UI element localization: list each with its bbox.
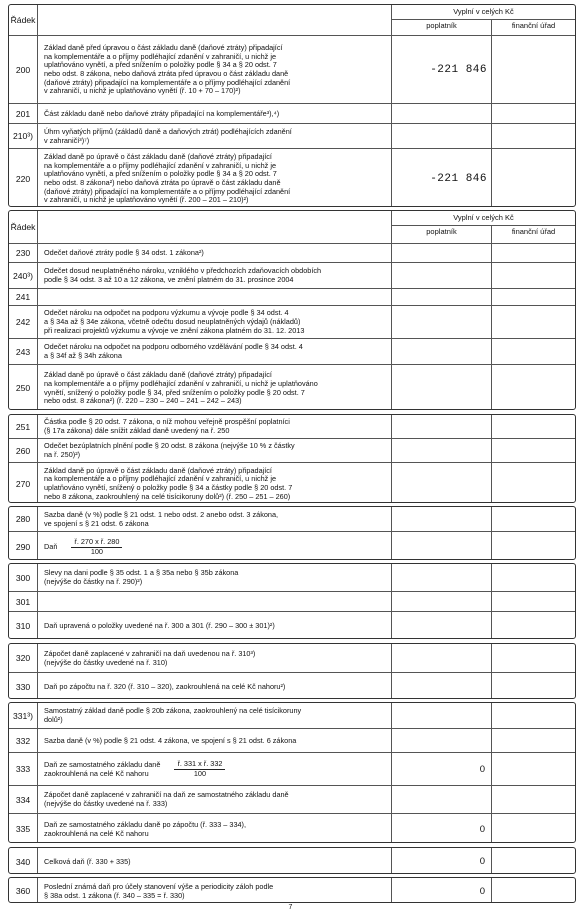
payer-amount-field[interactable]	[392, 415, 492, 438]
payer-amount-field[interactable]	[392, 703, 492, 728]
office-amount-field[interactable]	[492, 644, 575, 672]
office-amount-field[interactable]	[492, 339, 575, 364]
row-320	[9, 644, 575, 673]
description-line: na ř. 250)²)	[44, 450, 81, 459]
row-description	[38, 878, 392, 903]
description-line: a § 34f až § 34h zákona	[44, 351, 122, 360]
description-line: Samostatný základ daně podle § 20b zákona, zaokrouhlený na celé tisícikoruny	[44, 706, 302, 716]
fraction	[71, 538, 122, 556]
description-line: Poslední známá daň pro účely stanovení výše a periodicity záloh podle	[44, 881, 274, 891]
row-number: 220	[9, 149, 38, 207]
description-line: Daň ze samostatného základu daně po zápočtu (ř. 333 – 334),	[44, 819, 247, 829]
row-description	[38, 786, 392, 813]
payer-amount-field[interactable]	[392, 339, 492, 364]
description-line: na komplementáře a o příjmy podléhající zdanění v zahraničí, u nichž je	[44, 474, 277, 484]
payer-amount-field[interactable]	[392, 673, 492, 699]
row-description	[38, 306, 392, 338]
description-line: Celková daň (ř. 330 + 335)	[44, 856, 131, 866]
row-description	[38, 124, 392, 148]
description-line: v zahraničí, u nichž je uplatňováno vynětí (ř. 10 + 70 – 170)²)	[44, 86, 241, 96]
description-line: Zápočet daně zaplacené v zahraničí na daň uvedenou na ř. 310³)	[44, 648, 256, 658]
header-payer: poplatník	[392, 20, 492, 35]
row-description	[38, 244, 392, 262]
row-280	[9, 507, 575, 532]
row-number: 280	[9, 507, 38, 531]
row-331	[9, 703, 575, 729]
office-amount-field[interactable]	[492, 36, 575, 103]
row-240	[9, 263, 575, 289]
row-description	[38, 36, 392, 103]
office-amount-field[interactable]	[492, 439, 575, 462]
description-line: Zápočet daně zaplacené v zahraničí na daň ze samostatného základu daně	[44, 790, 289, 800]
formula-label	[44, 543, 57, 552]
row-243	[9, 339, 575, 365]
payer-amount-field[interactable]	[392, 463, 492, 503]
row-number: 250	[9, 365, 38, 410]
description-line: (daňové ztráty) připadající na komplementáře a o příjmy podléhající zdanění	[44, 77, 291, 87]
description-line: (daňové ztráty) připadající na komplementáře a o příjmy podléhající zdanění	[44, 186, 291, 196]
row-number: 241	[9, 289, 38, 305]
formula	[44, 538, 387, 556]
section-adjusted-base	[8, 210, 576, 410]
payer-amount-field[interactable]	[392, 729, 492, 752]
fraction-numerator: ř. 331 x ř. 332	[174, 760, 225, 770]
office-amount-field[interactable]	[492, 244, 575, 262]
row-number: 334	[9, 786, 38, 813]
description-line: Základ daně po úpravě o část základu daně (daňové ztráty) připadající	[44, 465, 272, 475]
payer-amount-field[interactable]	[392, 564, 492, 591]
formula-label-text: Daň	[44, 541, 58, 551]
office-amount-field[interactable]	[492, 463, 575, 503]
row-description	[38, 532, 392, 560]
row-242	[9, 306, 575, 339]
row-number: 331³)	[9, 703, 38, 728]
row-description	[38, 612, 392, 639]
row-description	[38, 729, 392, 752]
office-amount-field[interactable]	[492, 365, 575, 410]
row-number: 243	[9, 339, 38, 364]
office-amount-field[interactable]	[492, 878, 575, 903]
office-amount-field[interactable]	[492, 729, 575, 752]
row-description	[38, 814, 392, 843]
header-radek: Řádek	[9, 5, 38, 35]
section-last-known-tax	[8, 877, 576, 903]
row-330	[9, 673, 575, 699]
row-210	[9, 124, 575, 149]
row-description	[38, 415, 392, 438]
row-description	[38, 673, 392, 699]
row-number: 320	[9, 644, 38, 672]
description-line: § 38a odst. 1 zákona (ř. 340 – 335 = ř. 330)	[44, 890, 185, 900]
description-line: podle § 34 odst. 3 až 10 a 12 zákona, ve znění platném do 31. prosince 2004	[44, 275, 294, 284]
payer-amount-field[interactable]	[392, 439, 492, 462]
description-line: nebo odst. 8 zákona²) nebo daňová ztráta po úpravě o část základu daně	[44, 178, 281, 187]
row-number: 301	[9, 592, 38, 611]
description-line: na komplementáře a o příjmy podléhající zdanění v zahraničí, u nichž je	[44, 51, 277, 61]
payer-amount-field[interactable]: 0	[392, 753, 492, 785]
office-amount-field[interactable]	[492, 415, 575, 438]
office-amount-field[interactable]	[492, 532, 575, 560]
description-line: a § 34a až § 34e zákona, včetně odečtu dosud neuplatněných výdajů (nákladů)	[44, 317, 301, 327]
page-number: 7	[288, 904, 293, 911]
row-number: 230	[9, 244, 38, 262]
fraction-numerator: ř. 270 x ř. 280	[71, 538, 122, 548]
description-line: Odečet nároku na odpočet na podporu odborného vzdělávání podle § 34 odst. 4	[44, 342, 303, 352]
row-description	[38, 564, 392, 591]
office-amount-field[interactable]	[492, 703, 575, 728]
row-201	[9, 104, 575, 124]
description-line: uplatňováno vynětí, a před snížením o položky podle § 34 a § 20 odst. 7	[44, 169, 277, 179]
header-radek: Řádek	[9, 211, 38, 243]
description-line: Část základu daně nebo daňové ztráty připadající na komplementáře³),⁴)	[44, 108, 280, 118]
row-number: 332	[9, 729, 38, 752]
office-amount-field[interactable]	[492, 786, 575, 813]
header-group: Vyplní v celých Kč	[392, 5, 575, 20]
table-header-2	[9, 211, 575, 244]
table-header	[9, 5, 575, 36]
formula	[44, 760, 387, 778]
description-line: v zahraničí, u nichž je uplatňováno vynětí (ř. 200 – 201 – 210)²)	[44, 195, 249, 205]
row-number: 200	[9, 36, 38, 103]
description-line: Slevy na dani podle § 35 odst. 1 a § 35a nebo § 35b zákona	[44, 568, 239, 578]
payer-amount-field[interactable]: 0	[392, 878, 492, 903]
row-number: 335	[9, 814, 38, 843]
description-line: vynětí, snížený o položky podle § 34, před snížením o položky podle § 20 odst. 7	[44, 387, 305, 397]
row-number: 201	[9, 104, 38, 123]
description-line: nebo 8 zákona, zaokrouhlený na celé tisícikoruny dolů²) (ř. 250 – 251 – 260)	[44, 491, 291, 501]
payer-amount-field[interactable]	[392, 612, 492, 639]
row-260	[9, 439, 575, 463]
header-office: finanční úřad	[511, 21, 556, 30]
header-group: Vyplní v celých Kč	[392, 211, 575, 226]
payer-amount-field[interactable]: -221 846	[392, 36, 492, 103]
payer-amount-field[interactable]	[392, 289, 492, 305]
section-rate	[8, 506, 576, 560]
description-line: Základ daně po úpravě o část základu daně (daňové ztráty) připadající	[44, 370, 272, 380]
section-credit	[8, 643, 576, 699]
row-number: 251	[9, 415, 38, 438]
row-number: 270	[9, 463, 38, 503]
section-deductions	[8, 414, 576, 503]
row-number: 333	[9, 753, 38, 785]
row-332	[9, 729, 575, 753]
office-amount-field[interactable]	[492, 124, 575, 148]
office-amount-field[interactable]	[492, 753, 575, 785]
row-number: 242	[9, 306, 38, 338]
row-number: 300	[9, 564, 38, 591]
row-360	[9, 878, 575, 903]
fraction	[174, 760, 225, 778]
row-number: 290	[9, 532, 38, 560]
description-line: Odečet bezúplatních plnění podle § 20 odst. 8 zákona (nejvýše 10 % z částky	[44, 441, 295, 451]
payer-amount-field[interactable]	[392, 644, 492, 672]
description-line: (§ 17a zákona) dále snížit základ daně uvedený na ř. 250	[44, 426, 230, 435]
payer-amount-field[interactable]	[392, 365, 492, 410]
formula-label-line: Daň ze samostatného základu daně	[44, 759, 161, 769]
row-description	[38, 848, 392, 874]
payer-amount-field[interactable]	[392, 592, 492, 611]
row-335	[9, 814, 575, 843]
row-300	[9, 564, 575, 592]
row-description	[38, 263, 392, 288]
office-amount-field[interactable]	[492, 104, 575, 123]
description-line: uplatňováno vynětí, snížený o položky podle § 34 a částky podle § 20 odst. 7	[44, 483, 293, 492]
office-amount-field[interactable]	[492, 507, 575, 531]
description-line: Odečet dosud neuplatněného nároku, vzniklého v předchozích zdaňovacích obdobích	[44, 266, 322, 276]
payer-amount-field[interactable]	[392, 507, 492, 531]
office-amount-field[interactable]	[492, 263, 575, 288]
office-amount-field[interactable]	[492, 612, 575, 639]
formula-label	[44, 761, 160, 778]
row-251	[9, 415, 575, 439]
row-241	[9, 289, 575, 306]
row-description	[38, 104, 392, 123]
row-230	[9, 244, 575, 263]
row-301	[9, 592, 575, 612]
description-line: na komplementáře a o příjmy podléhající zdanění v zahraničí, u nichž je	[44, 160, 277, 170]
row-200	[9, 36, 575, 104]
row-description	[38, 149, 392, 207]
section-total-tax	[8, 847, 576, 874]
row-310	[9, 612, 575, 639]
description-line: v zahraničí³)⁷)	[44, 135, 90, 145]
office-amount-field[interactable]	[492, 848, 575, 874]
row-number: 240³)	[9, 263, 38, 288]
section-reliefs	[8, 563, 576, 639]
description-line: Odečet nároku na odpočet na podporu výzkumu a vývoje podle § 34 odst. 4	[44, 308, 289, 318]
row-description	[38, 289, 392, 305]
description-line: Daň po zápočtu na ř. 320 (ř. 310 – 320), zaokrouhlená na celé Kč nahoru²)	[44, 681, 286, 691]
description-line: dolů²)	[44, 715, 63, 724]
row-334	[9, 786, 575, 814]
description-line: (nejvýše do částky na ř. 290)²)	[44, 577, 143, 586]
description-line: uplatňováno vynětí, a před snížením o položky podle § 34 a § 20 odst. 7	[44, 60, 277, 70]
description-line: nebo odst. 8 zákona²) (ř. 220 – 230 – 240 – 241 – 242 – 243)	[44, 396, 242, 406]
row-description	[38, 365, 392, 410]
row-number: 310	[9, 612, 38, 639]
payer-amount-field[interactable]	[392, 786, 492, 813]
description-line: (nejvýše do částky uvedené na ř. 310)	[44, 657, 168, 667]
row-270	[9, 463, 575, 503]
description-line: Základ daně po úpravě o část základu daně (daňové ztráty) připadající	[44, 151, 272, 161]
section-base-tax	[8, 4, 576, 207]
description-line: Sazba daně (v %) podle § 21 odst. 4 zákona, ve spojení s § 21 odst. 6 zákona	[44, 735, 297, 745]
row-description	[38, 644, 392, 672]
payer-amount-field[interactable]	[392, 104, 492, 123]
office-amount-field[interactable]	[492, 814, 575, 843]
fraction-denominator: 100	[193, 769, 207, 778]
row-340	[9, 848, 575, 874]
header-payer: poplatník	[392, 226, 492, 243]
description-line: Odečet daňové ztráty podle § 34 odst. 1 zákona²)	[44, 248, 204, 258]
payer-amount-field[interactable]	[392, 244, 492, 262]
header-office: finanční úřad	[511, 227, 556, 236]
office-amount-field[interactable]	[492, 289, 575, 305]
payer-amount-field[interactable]: 0	[392, 848, 492, 874]
description-line: Základ daně před úpravou o část základu daně (daňové ztráty) připadající	[44, 42, 283, 52]
row-description	[38, 753, 392, 785]
description-line: při realizaci projektů výzkumu a vývoje ve znění zákona platném do 31. 12. 2013	[44, 325, 305, 335]
office-amount-field[interactable]	[492, 592, 575, 611]
description-line: zaokrouhlená na celé Kč nahoru	[44, 828, 149, 838]
office-amount-field[interactable]	[492, 149, 575, 207]
row-description	[38, 507, 392, 531]
row-number: 340	[9, 848, 38, 874]
payer-amount-field[interactable]: 0	[392, 814, 492, 843]
row-220	[9, 149, 575, 207]
description-line: (nejvýše do částky uvedené na ř. 333)	[44, 799, 168, 808]
row-number: 330	[9, 673, 38, 699]
description-line: ve spojení s § 21 odst. 6 zákona	[44, 518, 149, 528]
payer-amount-field[interactable]	[392, 306, 492, 338]
description-line: Sazba daně (v %) podle § 21 odst. 1 nebo odst. 2 anebo odst. 3 zákona,	[44, 509, 279, 519]
row-number: 260	[9, 439, 38, 462]
office-amount-field[interactable]	[492, 306, 575, 338]
fraction-denominator: 100	[90, 546, 103, 556]
row-description	[38, 703, 392, 728]
row-290	[9, 532, 575, 560]
row-description	[38, 439, 392, 462]
payer-amount-field[interactable]	[392, 263, 492, 288]
row-description	[38, 463, 392, 503]
formula-label-line: zaokrouhlená na celé Kč nahoru	[44, 768, 149, 778]
row-333	[9, 753, 575, 786]
row-description	[38, 592, 392, 611]
row-250	[9, 365, 575, 410]
office-amount-field[interactable]	[492, 564, 575, 591]
description-line: nebo odst. 8 zákona, nebo daňová ztráta před úpravou o část základu daně	[44, 69, 289, 78]
office-amount-field[interactable]	[492, 673, 575, 699]
payer-amount-field[interactable]	[392, 124, 492, 148]
section-separate-base	[8, 702, 576, 843]
description-line: na komplementáře a o příjmy podléhající zdanění v zahraničí, u nichž je uplatňováno	[44, 378, 318, 388]
payer-amount-field[interactable]: -221 846	[392, 149, 492, 207]
description-line: Daň upravená o položky uvedené na ř. 300 a 301 (ř. 290 – 300 ± 301)²)	[44, 621, 275, 631]
description-line: Částka podle § 20 odst. 7 zákona, o níž mohou veřejně prospěšní poplatníci	[44, 417, 290, 427]
row-description	[38, 339, 392, 364]
row-number: 360	[9, 878, 38, 903]
row-number: 210³)	[9, 124, 38, 148]
payer-amount-field[interactable]	[392, 532, 492, 560]
description-line: Úhrn vyňatých příjmů (základů daně a daňových ztrát) podléhajících zdanění	[44, 126, 292, 136]
